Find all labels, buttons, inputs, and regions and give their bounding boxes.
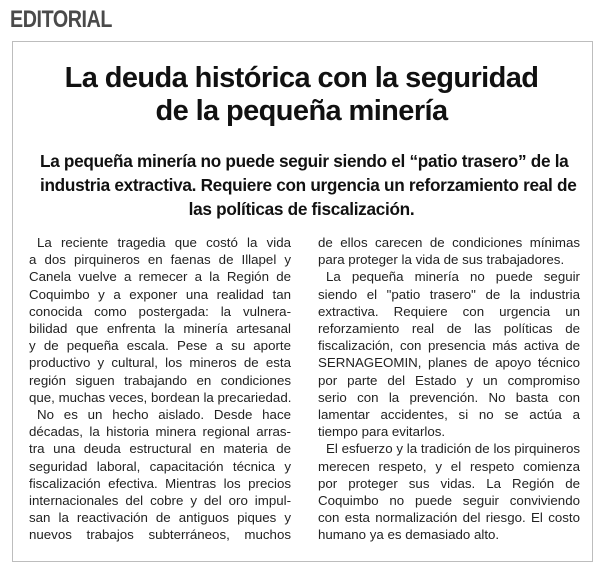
body-line: fiscalización efectiva. Mientras los precios <box>29 475 291 491</box>
body-line: bilidad que enfrenta la minería artesanal <box>29 321 291 337</box>
body-line: No es un hecho aislado. Desde hace <box>37 407 291 423</box>
body-line: lamentar accidentes, si no se actúa a <box>318 407 580 423</box>
deck-line: industria extractiva. Requiere con urgencia un reforzamiento real de <box>40 175 577 195</box>
body-line: san la reactivación de antiguos piques y <box>29 510 291 526</box>
body-line: conocida como postergada: la vulnera- <box>29 303 291 319</box>
body-line: región siguen trabajando en condiciones <box>29 372 291 388</box>
body-line: y de pequeña escala. Pese a su aporte <box>29 338 291 354</box>
body-line: por proteger sus vidas. La Región de <box>318 475 580 491</box>
body-line: Coquimbo y a exponer una realidad tan <box>29 286 291 302</box>
body-line: Canela vuelve a remecer a la Región de <box>29 269 291 285</box>
body-line: La pequeña minería no puede seguir <box>326 269 580 285</box>
deck-line: La pequeña minería no puede seguir siendo el “patio trasero” de la <box>40 151 569 171</box>
body-line: para proteger la vida de sus trabajadores. <box>318 252 565 268</box>
body-line: internacionales del cobre y del oro impul- <box>29 493 291 509</box>
headline-line: de la pequeña minería <box>155 95 448 127</box>
deck-line: las políticas de fiscalización. <box>188 199 415 219</box>
body-line: siendo el "patio trasero" de la industria <box>318 286 580 302</box>
body-line: productivo y cultural, los mineros de esta <box>29 355 291 371</box>
body-column-left <box>29 234 291 544</box>
body-line: tiempo para evitarlos. <box>318 424 446 440</box>
headline <box>0 62 603 128</box>
body-column-right <box>318 234 580 544</box>
section-label: EDITORIAL <box>10 6 113 33</box>
headline-line: La deuda histórica con la seguridad <box>64 62 539 94</box>
body-line: seguridad laboral, capacitación técnica y <box>29 458 291 474</box>
body-line: décadas, la historia minera regional arras- <box>29 424 291 440</box>
body-line: extractiva. Requiere con urgencia un <box>318 303 580 319</box>
body-line: merecen respeto, y el respeto comienza <box>318 458 580 474</box>
body-line: que, muchas veces, bordean la precariedad. <box>29 389 292 405</box>
body-line: El esfuerzo y la tradición de los pirquineros <box>326 441 580 457</box>
body-line: por parte del Estado y un compromiso <box>318 372 580 388</box>
body-line: reforzamiento real de las políticas de <box>318 321 580 337</box>
body-line: serio con la prevención. No basta con <box>318 389 580 405</box>
body-line: con esta normalización del riesgo. El costo <box>318 510 580 526</box>
body-line: de ellos carecen de condiciones mínimas <box>318 235 580 250</box>
body-line: SERNAGEOMIN, planes de apoyo técnico <box>318 355 580 371</box>
body-line: nuevos trabajos subterráneos, muchos <box>29 527 291 543</box>
body-line: Coquimbo no puede seguir conviviendo <box>318 493 580 509</box>
deck <box>40 149 577 221</box>
body-line: La reciente tragedia que costó la vida <box>37 235 291 250</box>
body-line: fiscalización, con presencia más activa de <box>318 338 580 354</box>
body-line: tra una deuda estructural en materia de <box>29 441 291 457</box>
body-line: a dos pirquineros en faenas de Illapel y <box>29 252 291 268</box>
body-line: humano ya es demasiado alto. <box>318 527 500 543</box>
